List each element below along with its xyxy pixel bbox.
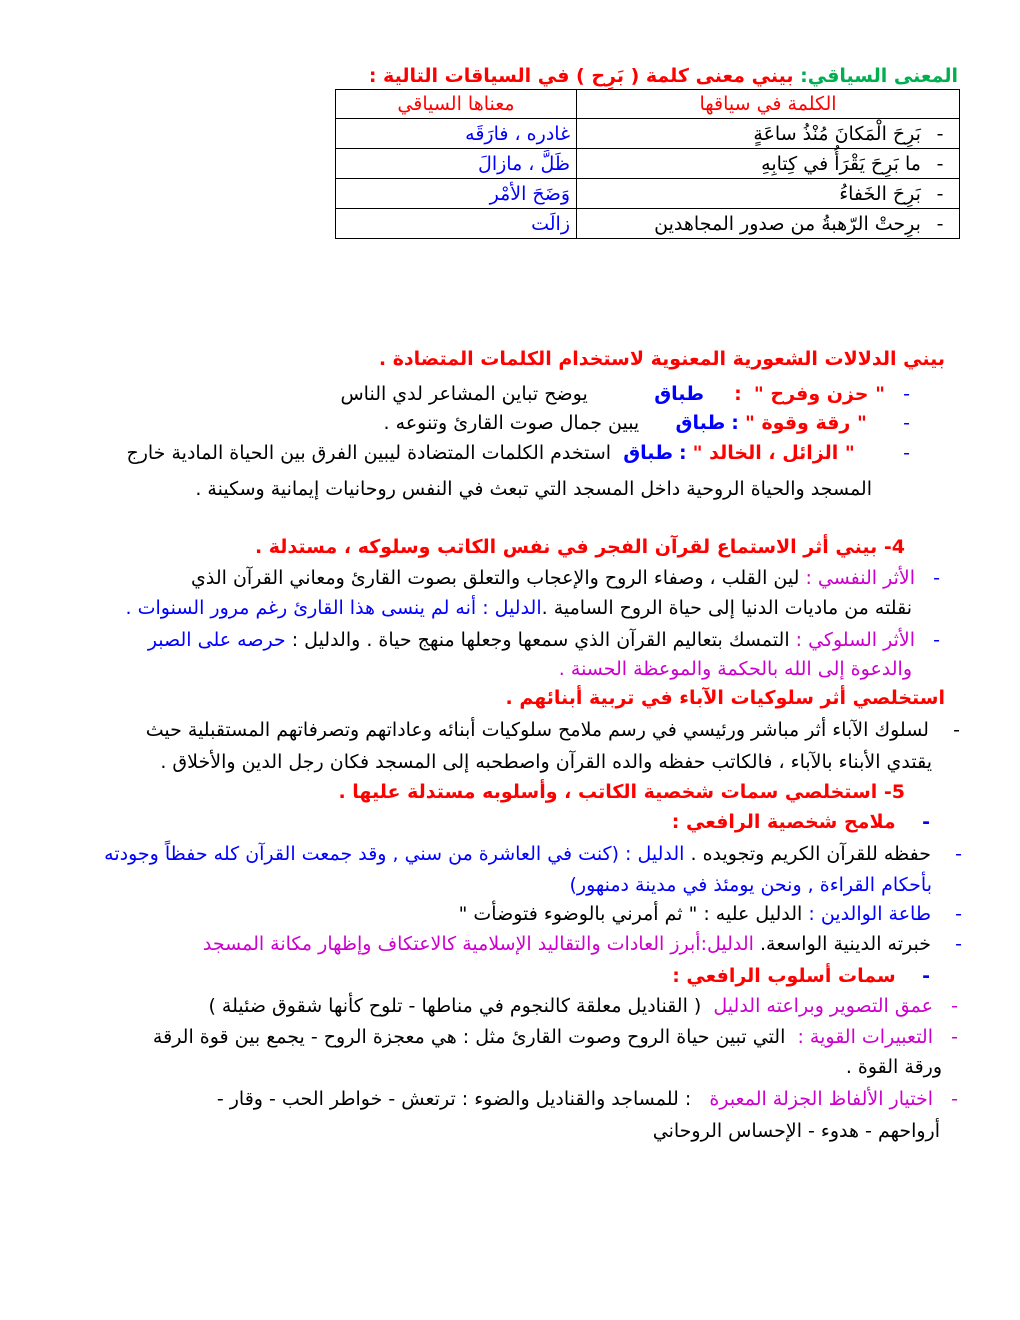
style-text-cont: ورقة القوة . <box>845 1056 942 1078</box>
behav-text: التمسك بتعاليم القرآن الذي سمعها وجعلها منهج حياة . والدليل : <box>291 629 790 651</box>
style-label: اختيار الألفاظ الجزلة المعبرة <box>709 1088 934 1110</box>
style-text: التي تبين حياة الروح وصوت القارئ مثل : هي معجزة الروح - يجمع بين قوة الرقة <box>152 1026 786 1048</box>
style-label: التعبيرات القوية : <box>797 1026 934 1048</box>
bullet: - <box>922 811 930 833</box>
persona-text: الدليل عليه : " ثم أمرني بالوضوء فتوضأت " <box>458 903 803 925</box>
bullet: - <box>933 629 940 651</box>
bullet: - <box>903 442 910 464</box>
bullet: - <box>936 152 944 175</box>
contrast-item <box>126 439 910 467</box>
section1-title: بيني معنى كلمة ( بَرِح ) في السياقات التالية : <box>368 65 801 87</box>
style-label: عمق التصوير وبراعته الدليل <box>713 995 934 1017</box>
persona-evidence-cont: بأحكام القراءة , ونحن يومئذ في مدينة دمنهور) <box>569 874 932 896</box>
behav-label: الأثر السلوكي : <box>795 629 916 651</box>
style-title-text: سمات أسلوب الرافعي : <box>672 965 896 987</box>
row-context: ما بَرِحَ يَقْرَأُ في كِتابِهِ <box>761 152 921 175</box>
behav-evidence: حرصه على الصبر <box>147 629 286 651</box>
section3-title: 4- بيني أثر الاستماع لقرآن الفجر في نفس الكاتب وسلوكه ، مستدلة . <box>254 536 905 558</box>
style-text: ( القناديل معلقة كالنجوم في مناطها - تلوح كأنها شقوق ضئيلة ) <box>208 995 702 1017</box>
contrast-sep: : <box>731 412 739 434</box>
contrast-sep: : <box>734 383 742 405</box>
psych-text: لين القلب ، وصفاء الروح والإعجاب والتعلق بصوت القارئ ومعاني القرآن الذي <box>191 567 800 589</box>
contrast-pair: " حزن وفرح " <box>753 383 886 405</box>
section1-label: المعنى السياقي: <box>800 65 958 87</box>
header-meaning: معناها السياقي <box>336 90 577 119</box>
style-text-cont: أرواحهم - هدوء - الإحساس الروحاني <box>652 1120 940 1142</box>
bullet: - <box>951 995 958 1017</box>
contrast-pair: " الزائل ، الخالد " <box>692 442 855 464</box>
contrast-type: طباق <box>654 383 704 405</box>
bullet: - <box>936 122 944 145</box>
contrast-desc: يبين جمال صوت القارئ وتنوعه . <box>383 412 640 434</box>
persona-evidence: الدليل : (كنت في العاشرة من سني , وقد جمعت القرآن كله حفظاً وجودته <box>104 843 685 865</box>
psych-evidence: الدليل : أنه لم ينسى هذا القارئ رغم مرور السنوات . <box>125 597 542 619</box>
persona-text: حفظه للقرآن الكريم وتجويده . <box>690 843 931 865</box>
persona-evidence: أبرز العادات والتقاليد الإسلامية كالاعتكاف وإظهار مكانة المسجد <box>202 933 701 955</box>
persona-text: خبرته الدينية الواسعة. <box>759 933 931 955</box>
header-context: الكلمة في سياقها <box>577 90 960 119</box>
row-meaning: وَضَحَ الأمْر <box>336 179 577 209</box>
table-row <box>336 149 960 179</box>
bullet: - <box>951 1026 958 1048</box>
bullet: - <box>955 843 962 865</box>
bullet: - <box>933 567 940 589</box>
persona-label: طاعة الوالدين : <box>808 903 931 925</box>
psych-text2: نقلته من ماديات الدنيا إلى حياة الروح السامية . <box>541 597 912 619</box>
bullet: - <box>903 412 910 434</box>
persona-title-text: ملامح شخصية الرافعي : <box>671 811 896 833</box>
contrast-pair: " رقة وقوة " <box>744 412 867 434</box>
contrast-type: طباق <box>623 442 673 464</box>
persona-item <box>459 900 962 928</box>
row-meaning: غادره ، فارَقَه <box>336 119 577 149</box>
bullet: - <box>936 212 944 235</box>
contrast-type: طباق <box>675 412 726 434</box>
style-text: : للمساجد والقناديل والضوء : ترتعش - خواطر الحب - وقار - <box>216 1088 692 1110</box>
bullet: - <box>953 719 960 741</box>
row-context: بَرِحَ الْمَكانَ مُنْذُ ساعَةٍ <box>753 122 921 145</box>
parents-line2: يقتدي الأبناء بالآباء ، فالكاتب حفظه والده القرآن واصطحبه إلى المسجد فكان رجل الدين والأخلاق . <box>160 751 932 773</box>
psych-label: الأثر النفسي : <box>805 567 916 589</box>
bullet: - <box>951 1088 958 1110</box>
section1-heading <box>369 62 958 90</box>
table-header-row <box>336 90 960 119</box>
bullet: - <box>922 965 930 987</box>
parents-line1: لسلوك الآباء أثر مباشر ورئيسي في رسم ملامح سلوكيات أبنائه وعاداتهم وتصرفاتهم المستقبلية حيث <box>145 719 929 741</box>
table-row <box>336 119 960 149</box>
style-title <box>672 962 930 990</box>
contrast-item <box>340 380 910 408</box>
behav-evidence-cont: والدعوة إلى الله بالحكمة والموعظة الحسنة . <box>558 658 912 680</box>
table-row <box>336 209 960 239</box>
section2-title: بيني الدلالات الشعورية المعنوية لاستخدام الكلمات المتضادة . <box>378 348 945 370</box>
psych-effect <box>191 564 940 592</box>
bullet: - <box>955 933 962 955</box>
style-item <box>153 1023 958 1051</box>
psych-effect-cont <box>126 594 912 622</box>
persona-title <box>672 808 930 836</box>
contrast-sep: : <box>679 442 687 464</box>
parents-effect <box>146 716 960 744</box>
section4-title: استخلصي أثر سلوكيات الآباء في تربية أبنائهم . <box>505 687 945 709</box>
contrast-item <box>384 409 910 437</box>
contrast-desc: استخدم الكلمات المتضادة ليبين الفرق بين الحياة المادية خارج <box>126 442 612 464</box>
bullet: - <box>955 903 962 925</box>
row-context: برِحتْ الرّهبةُ من صدور المجاهدين <box>654 212 921 235</box>
row-meaning: زالَت <box>336 209 577 239</box>
row-context: بَرِحَ الخَفاءُ <box>839 182 921 205</box>
contrast-desc-cont: المسجد والحياة الروحية داخل المسجد التي تبعث في النفس روحانيات إيمانية وسكينة . <box>195 478 872 500</box>
bullet: - <box>903 383 910 405</box>
contrast-desc: يوضح تباين المشاعر لدي الناس <box>340 383 588 405</box>
persona-item <box>104 840 962 868</box>
persona-evidence-label: الدليل: <box>700 933 754 955</box>
row-meaning: ظَلَّ ، مازالَ <box>336 149 577 179</box>
persona-item <box>203 930 962 958</box>
style-item <box>217 1085 958 1113</box>
behav-effect <box>148 626 940 654</box>
table-row <box>336 179 960 209</box>
section5-title: 5- استخلصي سمات شخصية الكاتب ، وأسلوبه مستدلة عليها . <box>338 781 905 803</box>
style-item <box>208 992 958 1020</box>
context-table <box>335 89 960 239</box>
bullet: - <box>936 182 944 205</box>
